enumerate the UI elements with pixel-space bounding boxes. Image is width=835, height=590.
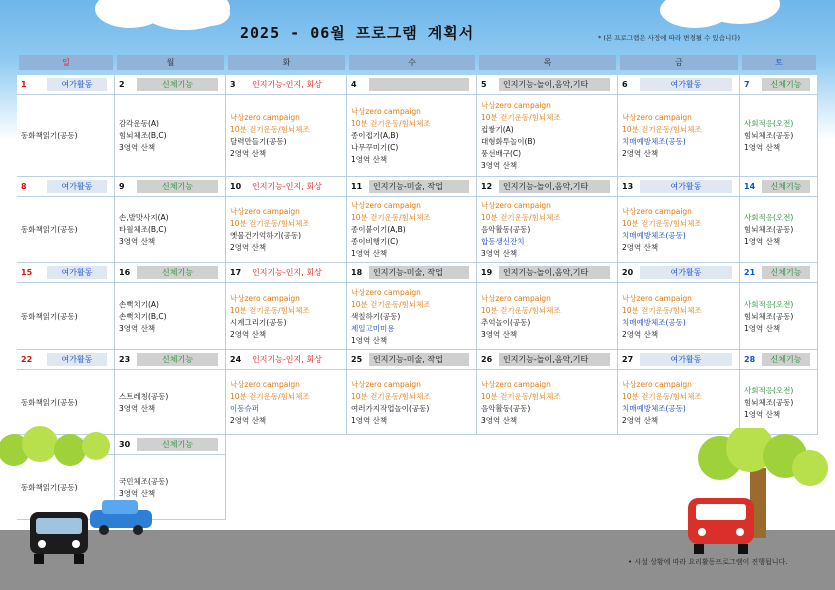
day-number: 14 <box>744 182 756 191</box>
activity-item: 1영역 산책 <box>744 410 781 419</box>
program-category: 인지기능-미술, 작업 <box>369 266 469 279</box>
day-activities-24 <box>226 370 347 435</box>
activity-item: 3영역 산책 <box>481 416 518 425</box>
activity-item: 힘뇌체조(공동) <box>744 131 794 140</box>
activity-item: 동화책읽기(공동) <box>21 398 78 407</box>
activity-item: 낙상zero campaign <box>230 113 300 122</box>
day-activities-23 <box>115 370 226 435</box>
activity-item: 낙상zero campaign <box>622 207 692 216</box>
program-category: 인지기능-놀이,음악,기타 <box>499 353 610 366</box>
program-category: 인지기능-인지, 회상 <box>252 355 322 364</box>
weekday-header-2: 화 <box>228 55 345 70</box>
program-category: 여가활동 <box>47 353 107 366</box>
activity-item: 10분 걷기운동/힘뇌체조 <box>481 392 561 401</box>
bottom-note: • 시설 상황에 따라 요리활동프로그램이 진행됩니다. <box>628 558 788 566</box>
activity-item: 음악활동(공동) <box>481 225 531 234</box>
program-category: 여가활동 <box>47 78 107 91</box>
weekday-header-3: 수 <box>349 55 475 70</box>
program-category: 신체기능 <box>137 78 218 91</box>
day-number: 30 <box>119 440 131 449</box>
day-header-24 <box>226 350 347 370</box>
activity-item: 3영역 산책 <box>119 489 156 498</box>
activity-item: 국민체조(공동) <box>119 477 169 486</box>
day-number: 12 <box>481 182 493 191</box>
day-number: 5 <box>481 80 487 89</box>
activity-item: 10분 걷기운동/힘뇌체조 <box>481 306 561 315</box>
program-category: 여가활동 <box>47 266 107 279</box>
day-activities-14 <box>740 197 818 263</box>
day-header-26 <box>477 350 618 370</box>
activity-item: 2영역 산책 <box>230 330 267 339</box>
activity-item: 손,발맛사지(A) <box>119 213 169 222</box>
day-activities-17 <box>226 283 347 350</box>
program-category: 여가활동 <box>47 180 107 193</box>
activity-item: 치매예방체조(공동) <box>622 137 686 146</box>
activity-item: 1영역 산책 <box>744 143 781 152</box>
activity-item: 스트레칭(공동) <box>119 392 169 401</box>
day-header-15 <box>17 263 115 283</box>
program-category: 인지기능-놀이,음악,기타 <box>499 78 610 91</box>
program-category: 인지기능-미술, 작업 <box>369 180 469 193</box>
activity-item: 1영역 산책 <box>351 155 388 164</box>
day-number: 27 <box>622 355 634 364</box>
day-number: 21 <box>744 268 756 277</box>
day-activities-11 <box>347 197 477 263</box>
program-category: 인지기능-놀이,음악,기타 <box>499 266 610 279</box>
activity-item: 1영역 산책 <box>351 416 388 425</box>
day-activities-9 <box>115 197 226 263</box>
day-header-30 <box>115 435 226 455</box>
day-header-14 <box>740 177 818 197</box>
day-header-3 <box>226 75 347 95</box>
day-activities-12 <box>477 197 618 263</box>
program-category: 여가활동 <box>640 266 732 279</box>
day-activities-3 <box>226 95 347 177</box>
day-header-1 <box>17 75 115 95</box>
day-activities-15 <box>17 283 115 350</box>
day-number: 4 <box>351 80 357 89</box>
activity-item: 힘뇌체조(공동) <box>744 312 794 321</box>
red-car-icon <box>686 494 758 558</box>
program-category: 신체기능 <box>762 180 810 193</box>
activity-item: 낙상zero campaign <box>230 207 300 216</box>
day-header-17 <box>226 263 347 283</box>
day-number: 10 <box>230 182 242 191</box>
day-number: 13 <box>622 182 634 191</box>
day-number: 16 <box>119 268 131 277</box>
program-category: 인지기능-미술, 작업 <box>369 353 469 366</box>
day-header-8 <box>17 177 115 197</box>
day-header-16 <box>115 263 226 283</box>
activity-item: 2영역 산책 <box>622 243 659 252</box>
day-activities-25 <box>347 370 477 435</box>
activity-item: 색칠하기(공동) <box>351 312 401 321</box>
activity-item: 낙상zero campaign <box>481 380 551 389</box>
activity-item: 낙상zero campaign <box>622 294 692 303</box>
program-category: 인지기능-인지, 회상 <box>252 182 322 191</box>
activity-item: 동화책읽기(공동) <box>21 131 78 140</box>
activity-item: 10분 걷기운동/힘뇌체조 <box>481 213 561 222</box>
activity-item: 낙상zero campaign <box>351 201 421 210</box>
activity-item: 힘뇌체조(공동) <box>744 398 794 407</box>
weekday-header-5: 금 <box>620 55 738 70</box>
program-category: 신체기능 <box>762 266 810 279</box>
activity-item: 2영역 산책 <box>230 149 267 158</box>
activity-item: 10분 걷기운동/힘뇌체조 <box>622 125 702 134</box>
top-note: * (본 프로그램은 사정에 따라 변경될 수 있습니다) <box>598 34 741 42</box>
activity-item: 사회적응(오전) <box>744 386 794 395</box>
activity-item: 10분 걷기운동/힘뇌체조 <box>622 306 702 315</box>
day-header-6 <box>618 75 740 95</box>
day-header-28 <box>740 350 818 370</box>
program-category: 인지기능-놀이,음악,기타 <box>499 180 610 193</box>
activity-item: 합동생신잔치 <box>481 237 525 246</box>
day-activities-5 <box>477 95 618 177</box>
day-number: 20 <box>622 268 634 277</box>
activity-item: 10분 걷기운동/힘뇌체조 <box>230 306 310 315</box>
activity-item: 2영역 산책 <box>230 243 267 252</box>
day-header-23 <box>115 350 226 370</box>
day-header-7 <box>740 75 818 95</box>
program-category: 신체기능 <box>762 353 810 366</box>
day-number: 7 <box>744 80 750 89</box>
day-number: 8 <box>21 182 27 191</box>
activity-item: 감각운동(A) <box>119 119 159 128</box>
activity-item: 사회적응(오전) <box>744 119 794 128</box>
program-category: 신체기능 <box>762 78 810 91</box>
activity-item: 손뼉치기(B,C) <box>119 312 167 321</box>
activity-item: 3영역 산책 <box>119 143 156 152</box>
activity-item: 3영역 산책 <box>119 237 156 246</box>
program-category: 인지기능-인지, 회상 <box>252 80 322 89</box>
day-header-21 <box>740 263 818 283</box>
day-number: 28 <box>744 355 756 364</box>
day-activities-27 <box>618 370 740 435</box>
activity-item: 낙상zero campaign <box>481 201 551 210</box>
activity-item: 낙상zero campaign <box>481 294 551 303</box>
day-number: 15 <box>21 268 33 277</box>
cloud <box>190 0 230 26</box>
day-header-11 <box>347 177 477 197</box>
day-header-25 <box>347 350 477 370</box>
day-activities-10 <box>226 197 347 263</box>
day-number: 11 <box>351 182 363 191</box>
activity-item: 낙상zero campaign <box>481 101 551 110</box>
tree-illustration <box>0 420 120 500</box>
day-activities-20 <box>618 283 740 350</box>
program-category: 여가활동 <box>640 353 732 366</box>
activity-item: 10분 걷기운동/힘뇌체조 <box>351 300 431 309</box>
activity-item: 3영역 산책 <box>481 330 518 339</box>
program-category <box>369 78 469 91</box>
activity-item: 2영역 산책 <box>622 416 659 425</box>
activity-item: 풍선배구(C) <box>481 149 522 158</box>
day-header-13 <box>618 177 740 197</box>
day-header-9 <box>115 177 226 197</box>
activity-item: 동화책읽기(공동) <box>21 483 78 492</box>
program-category: 신체기능 <box>137 266 218 279</box>
day-activities-26 <box>477 370 618 435</box>
activity-item: 동화책읽기(공동) <box>21 312 78 321</box>
activity-item: 3영역 산책 <box>481 161 518 170</box>
day-activities-28 <box>740 370 818 435</box>
activity-item: 힘뇌체조(B,C) <box>119 131 167 140</box>
activity-item: 낙상zero campaign <box>351 107 421 116</box>
page-title: 2025 - 06월 프로그램 계획서 <box>240 24 475 42</box>
activity-item: 낙상zero campaign <box>351 380 421 389</box>
activity-item: 여러가지작업놀이(공동) <box>351 404 430 413</box>
activity-item: 1영역 산책 <box>351 336 388 345</box>
activity-item: 3영역 산책 <box>119 324 156 333</box>
activity-item: 낙상zero campaign <box>622 113 692 122</box>
program-category: 신체기능 <box>137 180 218 193</box>
activity-item: 치매예방체조(공동) <box>622 318 686 327</box>
day-number: 19 <box>481 268 493 277</box>
activity-item: 낙상zero campaign <box>622 380 692 389</box>
day-header-22 <box>17 350 115 370</box>
weekday-header-1: 월 <box>117 55 224 70</box>
day-header-18 <box>347 263 477 283</box>
activity-item: 추억놀이(공동) <box>481 318 531 327</box>
weekday-header-6: 토 <box>742 55 816 70</box>
activity-item: 컵쌓기(A) <box>481 125 514 134</box>
day-activities-6 <box>618 95 740 177</box>
day-number: 6 <box>622 80 628 89</box>
day-header-20 <box>618 263 740 283</box>
activity-item: 종이비행기(C) <box>351 237 399 246</box>
day-header-27 <box>618 350 740 370</box>
activity-item: 10분 걷기운동/힘뇌체조 <box>351 119 431 128</box>
day-header-2 <box>115 75 226 95</box>
activity-item: 음악활동(공동) <box>481 404 531 413</box>
program-category: 인지기능-인지, 회상 <box>252 268 322 277</box>
activity-item: 이동슈퍼 <box>230 404 259 413</box>
activity-item: 1영역 산책 <box>744 237 781 246</box>
activity-item: 치매예방체조(공동) <box>622 404 686 413</box>
activity-item: 옛물건기억하기(공동) <box>230 231 302 240</box>
activity-item: 달력만들기(공동) <box>230 137 287 146</box>
activity-item: 10분 걷기운동/힘뇌체조 <box>351 213 431 222</box>
activity-item: 낙상zero campaign <box>230 380 300 389</box>
activity-item: 제일고미미용 <box>351 324 395 333</box>
activity-item: 10분 걷기운동/힘뇌체조 <box>230 219 310 228</box>
day-activities-1 <box>17 95 115 177</box>
day-number: 23 <box>119 355 131 364</box>
activity-item: 3영역 산책 <box>481 249 518 258</box>
activity-item: 낙상zero campaign <box>351 288 421 297</box>
activity-item: 사회적응(오전) <box>744 300 794 309</box>
activity-item: 10분 걷기운동/힘뇌체조 <box>481 113 561 122</box>
activity-item: 나무꾸미기(C) <box>351 143 399 152</box>
activity-item: 2영역 산책 <box>622 149 659 158</box>
day-number: 9 <box>119 182 125 191</box>
activity-item: 대형화투놀이(B) <box>481 137 536 146</box>
day-number: 18 <box>351 268 363 277</box>
day-activities-16 <box>115 283 226 350</box>
day-header-12 <box>477 177 618 197</box>
activity-item: 낙상zero campaign <box>230 294 300 303</box>
black-car-icon <box>26 510 98 568</box>
activity-item: 10분 걷기운동/힘뇌체조 <box>622 219 702 228</box>
activity-item: 1영역 산책 <box>351 249 388 258</box>
day-number: 22 <box>21 355 33 364</box>
activity-item: 10분 걷기운동/힘뇌체조 <box>230 125 310 134</box>
day-activities-18 <box>347 283 477 350</box>
activity-item: 3영역 산책 <box>119 404 156 413</box>
activity-item: 2영역 산책 <box>230 416 267 425</box>
activity-item: 치매예방체조(공동) <box>622 231 686 240</box>
day-activities-8 <box>17 197 115 263</box>
day-header-5 <box>477 75 618 95</box>
day-activities-19 <box>477 283 618 350</box>
day-number: 2 <box>119 80 125 89</box>
day-number: 17 <box>230 268 242 277</box>
day-activities-13 <box>618 197 740 263</box>
program-category: 신체기능 <box>137 438 218 451</box>
day-header-19 <box>477 263 618 283</box>
activity-item: 종이접기(A,B) <box>351 131 399 140</box>
activity-item: 1영역 산책 <box>744 324 781 333</box>
weekday-header-4: 목 <box>479 55 616 70</box>
activity-item: 10분 걷기운동/힘뇌체조 <box>351 392 431 401</box>
day-number: 1 <box>21 80 27 89</box>
day-activities-4 <box>347 95 477 177</box>
activity-item: 종이붙이기(A,B) <box>351 225 406 234</box>
program-category: 여가활동 <box>640 78 732 91</box>
day-number: 25 <box>351 355 363 364</box>
activity-item: 2영역 산책 <box>622 330 659 339</box>
activity-item: 타월체조(B,C) <box>119 225 167 234</box>
activity-item: 10분 걷기운동/힘뇌체조 <box>622 392 702 401</box>
day-number: 24 <box>230 355 242 364</box>
day-number: 3 <box>230 80 236 89</box>
weekday-header-0: 일 <box>19 55 113 70</box>
activity-item: 사회적응(오전) <box>744 213 794 222</box>
activity-item: 힘뇌체조(공동) <box>744 225 794 234</box>
day-header-10 <box>226 177 347 197</box>
day-activities-21 <box>740 283 818 350</box>
program-category: 여가활동 <box>640 180 732 193</box>
activity-item: 동화책읽기(공동) <box>21 225 78 234</box>
day-activities-7 <box>740 95 818 177</box>
day-activities-2 <box>115 95 226 177</box>
activity-item: 시계그리기(공동) <box>230 318 287 327</box>
day-header-4 <box>347 75 477 95</box>
program-category: 신체기능 <box>137 353 218 366</box>
day-number: 26 <box>481 355 493 364</box>
activity-item: 손뼉치기(A) <box>119 300 159 309</box>
activity-item: 10분 걷기운동/힘뇌체조 <box>230 392 310 401</box>
